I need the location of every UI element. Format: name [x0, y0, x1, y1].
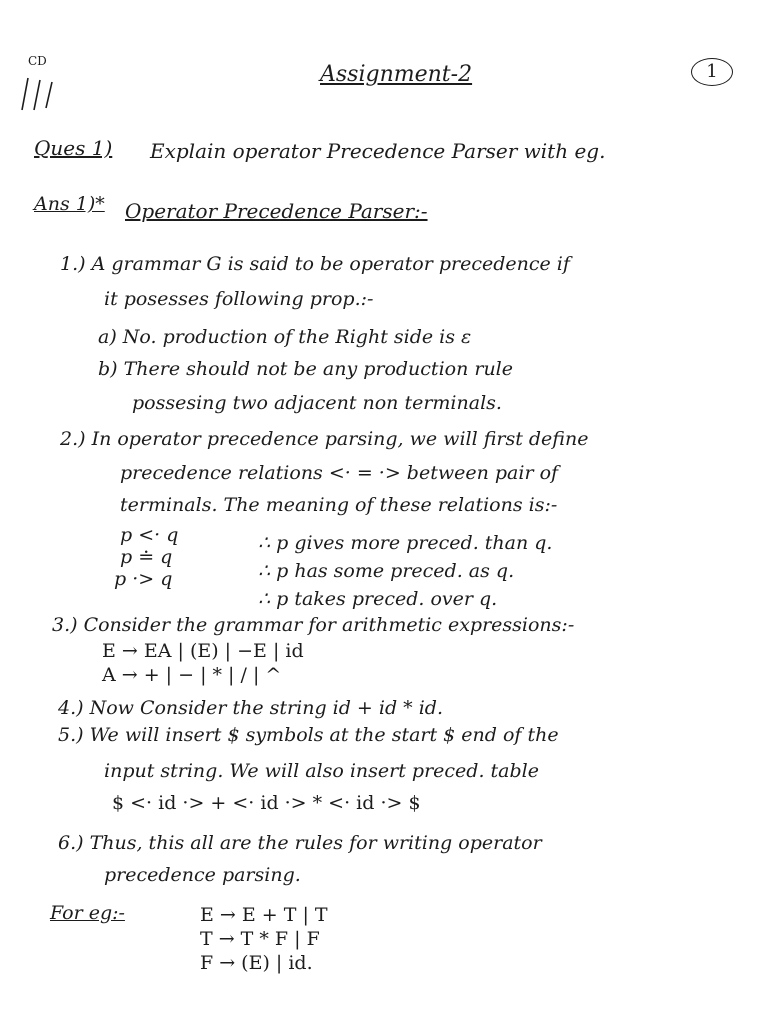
para-5-line-3: $ <· id ·> + <· id ·> * <· id ·> $ — [112, 792, 421, 814]
para-1-item-b: b) There should not be any production rule — [98, 358, 514, 380]
example-label: For eg:- — [50, 902, 125, 924]
para-6-line-1: 6.) Thus, this all are the rules for writing operator — [58, 832, 542, 854]
para-1-item-a: a) No. production of the Right side is ε — [98, 326, 472, 348]
para-2-line-1: 2.) In operator precedence parsing, we will first define — [60, 428, 589, 450]
para-3-line-1: 3.) Consider the grammar for arithmetic expressions:- — [52, 614, 575, 636]
subject-code: CD — [28, 54, 47, 68]
para-2-line-2: precedence relations <· = ·> between pair of — [120, 462, 559, 484]
para-6-line-2: precedence parsing. — [104, 864, 301, 886]
page-title: Assignment-2 — [320, 62, 473, 87]
relation-right-1: ∴ p gives more preced. than q. — [258, 532, 553, 554]
grammar-rule-e: E → EA | (E) | −E | id — [102, 640, 304, 662]
example-rule-1: E → E + T | T — [200, 904, 328, 926]
para-1-item-b-cont: possesing two adjacent non terminals. — [132, 392, 502, 414]
answer-label: Ans 1)* — [34, 193, 105, 215]
relation-left-3: p ·> q — [114, 568, 173, 590]
grammar-rule-a: A → + | − | * | / | ^ — [102, 664, 282, 686]
para-5-line-2: input string. We will also insert preced. table — [104, 760, 539, 782]
para-1-line-1: 1.) A grammar G is said to be operator precedence if — [60, 253, 570, 275]
example-rule-2: T → T * F | F — [200, 928, 320, 950]
para-1-line-2: it posesses following prop.:- — [104, 288, 374, 310]
para-4: 4.) Now Consider the string id + id * id. — [58, 697, 443, 719]
relation-left-2: p ≐ q — [120, 546, 173, 568]
relation-left-1: p <· q — [120, 524, 179, 546]
example-rule-3: F → (E) | id. — [200, 952, 313, 974]
answer-heading: Operator Precedence Parser:- — [125, 199, 428, 223]
relation-right-2: ∴ p has some preced. as q. — [258, 560, 515, 582]
para-5-line-1: 5.) We will insert $ symbols at the start $ end of the — [58, 724, 559, 746]
para-2-line-3: terminals. The meaning of these relations is:- — [120, 494, 558, 516]
relation-right-3: ∴ p takes preced. over q. — [258, 588, 498, 610]
question-label: Ques 1) — [34, 136, 113, 160]
page-number: 1 — [691, 58, 733, 86]
question-text: Explain operator Precedence Parser with eg. — [150, 139, 606, 163]
